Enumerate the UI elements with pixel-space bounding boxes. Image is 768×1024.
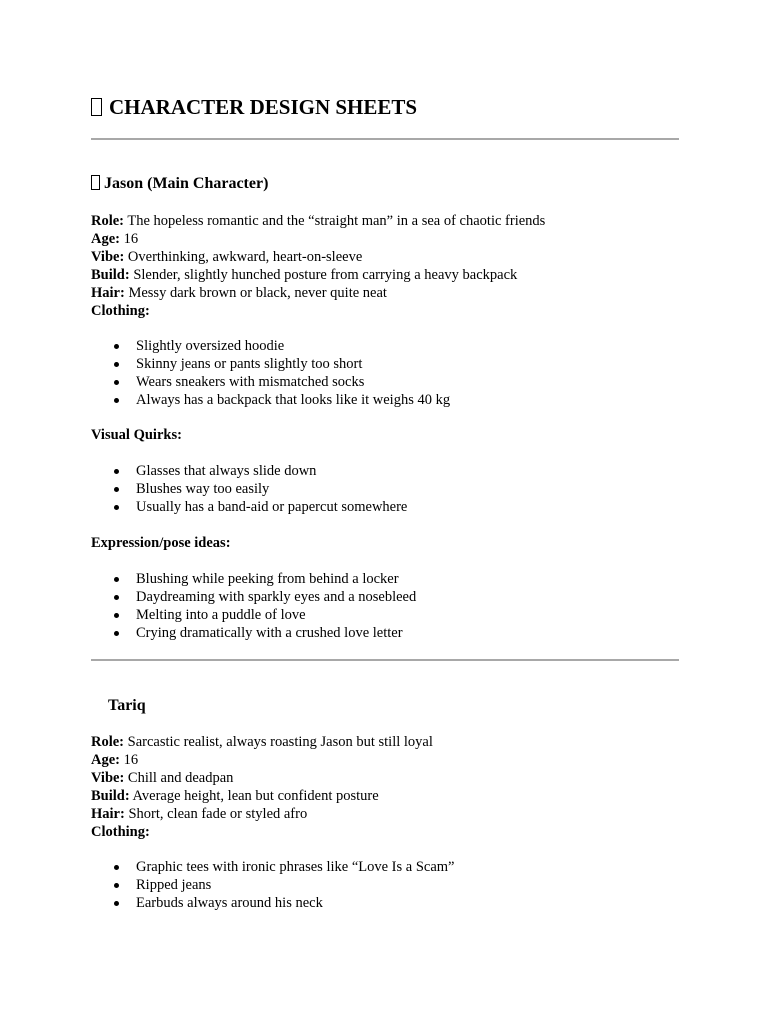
field-value: Short, clean fade or styled afro: [124, 806, 308, 822]
field-label: Age:: [91, 752, 120, 768]
field-vibe: [91, 248, 545, 266]
document-title-text: CHARACTER DESIGN SHEETS: [109, 95, 418, 119]
list-item: Always has a backpack that looks like it weighs 40 kg: [91, 391, 450, 409]
field-role: [91, 212, 545, 230]
section-divider: [91, 138, 679, 140]
field-value: Average height, lean but confident posture: [129, 788, 379, 804]
list-item: Daydreaming with sparkly eyes and a nosebleed: [91, 588, 416, 606]
field-role: [91, 733, 433, 751]
field-label: Age:: [91, 231, 120, 247]
missing-glyph-icon: [91, 98, 102, 116]
missing-glyph-icon: [91, 175, 100, 190]
list-item: Earbuds always around his neck: [91, 894, 454, 912]
field-label: Role:: [91, 213, 125, 229]
field-label: Role:: [91, 734, 125, 750]
list-item: Skinny jeans or pants slightly too short: [91, 355, 450, 373]
list-item: Glasses that always slide down: [91, 462, 407, 480]
field-label: Vibe:: [91, 770, 125, 786]
clothing-list-tariq: [91, 858, 454, 912]
list-item: Graphic tees with ironic phrases like “Love Is a Scam”: [91, 858, 454, 876]
list-item: Blushes way too easily: [91, 480, 407, 498]
field-value: Sarcastic realist, always roasting Jason but still loyal: [124, 734, 433, 750]
list-item: Slightly oversized hoodie: [91, 337, 450, 355]
section-divider: [91, 659, 679, 661]
field-value: Chill and deadpan: [124, 770, 234, 786]
character-fields-tariq: [91, 733, 433, 841]
field-age: [91, 751, 433, 769]
field-clothing: [91, 823, 433, 841]
field-value: Overthinking, awkward, heart-on-sleeve: [124, 249, 363, 265]
character-fields-jason: [91, 212, 545, 320]
field-label: Clothing:: [91, 824, 150, 840]
field-age: [91, 230, 545, 248]
character-heading-text: Jason (Main Character): [104, 175, 269, 192]
field-value: The hopeless romantic and the “straight man” in a sea of chaotic friends: [124, 213, 546, 229]
clothing-list-jason: [91, 337, 450, 409]
list-item: Melting into a puddle of love: [91, 606, 416, 624]
field-build: [91, 266, 545, 284]
poses-list-jason: [91, 570, 416, 642]
field-label: Clothing:: [91, 303, 150, 319]
field-label: Build:: [91, 788, 130, 804]
field-label: Hair:: [91, 285, 125, 301]
field-build: [91, 787, 433, 805]
field-value: 16: [120, 752, 139, 768]
field-clothing: [91, 302, 545, 320]
list-item: Wears sneakers with mismatched socks: [91, 373, 450, 391]
character-heading-jason: [91, 173, 268, 195]
pose-ideas-label: Expression/pose ideas:: [91, 535, 231, 551]
quirks-list-jason: [91, 462, 407, 516]
field-label: Vibe:: [91, 249, 125, 265]
field-value: Messy dark brown or black, never quite neat: [124, 285, 387, 301]
list-item: Usually has a band-aid or papercut somewhere: [91, 498, 407, 516]
document-title: [91, 93, 417, 121]
list-item: Ripped jeans: [91, 876, 454, 894]
field-hair: [91, 805, 433, 823]
field-value: 16: [120, 231, 139, 247]
field-label: Build:: [91, 267, 130, 283]
field-label: Hair:: [91, 806, 125, 822]
list-item: Blushing while peeking from behind a locker: [91, 570, 416, 588]
field-value: Slender, slightly hunched posture from carrying a heavy backpack: [129, 267, 518, 283]
character-heading-tariq: Tariq: [108, 697, 146, 714]
list-item: Crying dramatically with a crushed love letter: [91, 624, 416, 642]
field-hair: [91, 284, 545, 302]
visual-quirks-label: Visual Quirks:: [91, 427, 182, 443]
field-vibe: [91, 769, 433, 787]
